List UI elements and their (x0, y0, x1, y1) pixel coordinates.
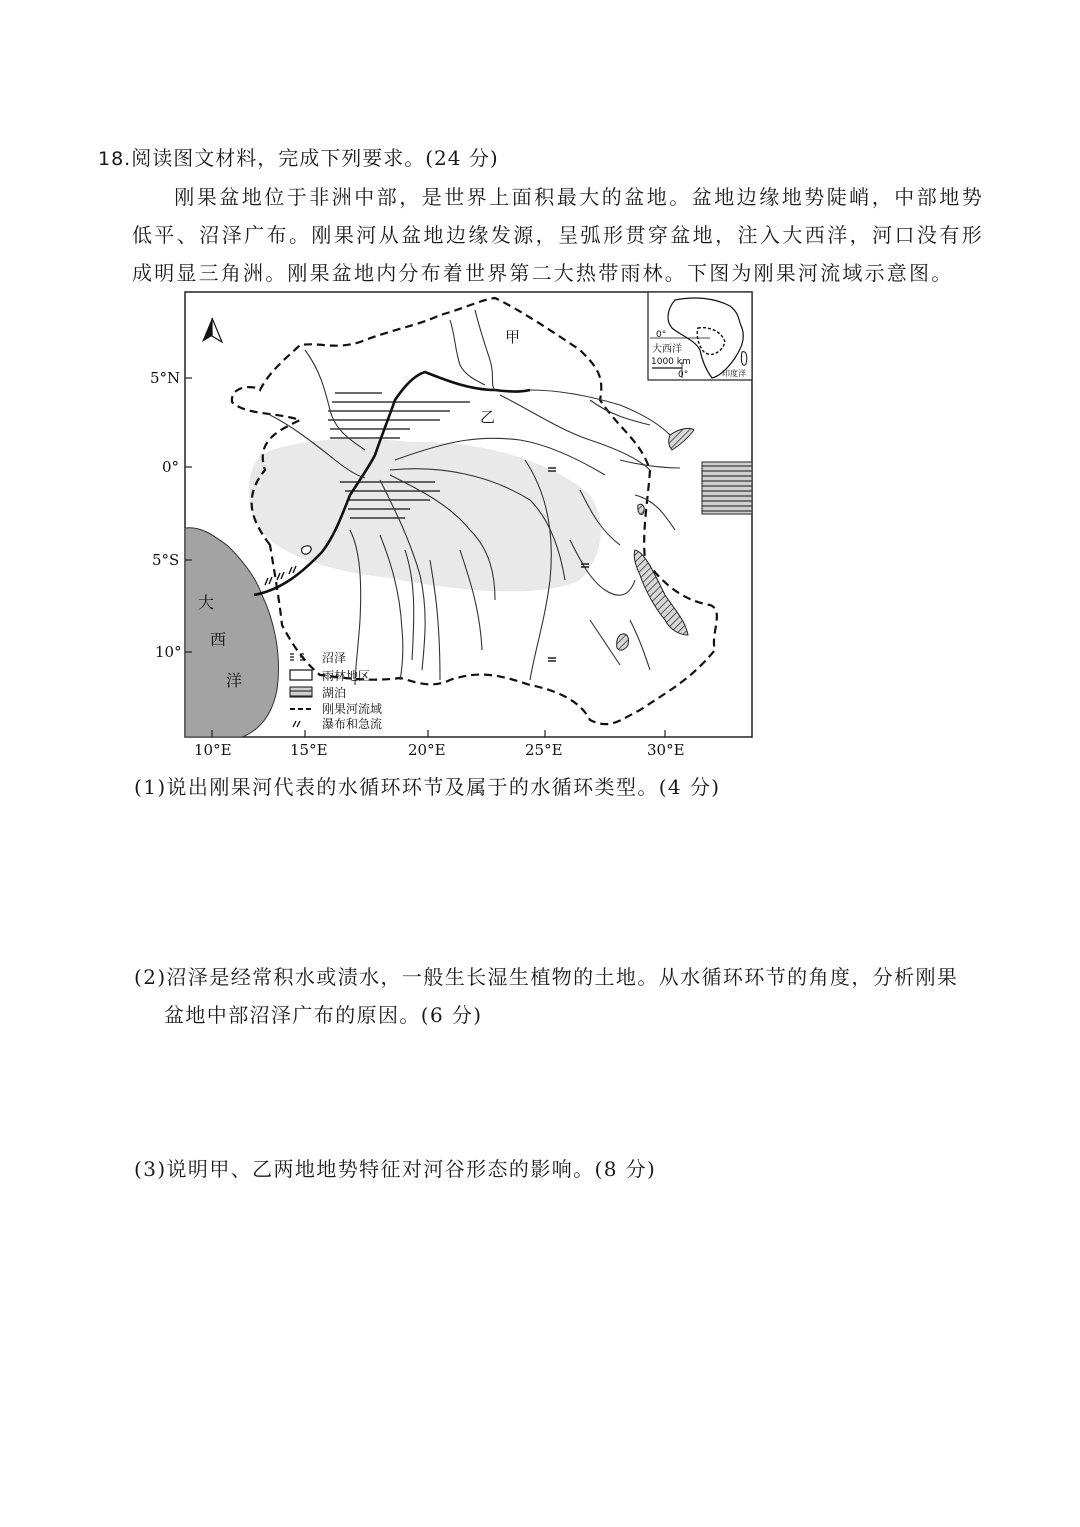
question-number: 18. (98, 148, 132, 170)
lat-label-5n: 5°N (150, 369, 181, 387)
ocean-label-1: 大 (198, 593, 215, 612)
sub-question-2-text-line1: 沼泽是经常积水或渍水，一般生长湿生植物的土地。从水循环环节的角度，分析刚果 (166, 965, 959, 989)
question-title (98, 142, 499, 171)
label-jia: 甲 (505, 328, 521, 346)
sub-question-2-text-line2: 盆地中部沼泽广布的原因。(6 分) (164, 1003, 483, 1027)
inset-equator-label: 0° (656, 330, 667, 340)
sub-question-1-label: (1) (134, 775, 167, 799)
lon-label-10e: 10°E (194, 741, 232, 759)
lat-label-5s: 5°S (152, 551, 180, 569)
congo-basin-map (150, 290, 760, 762)
lat-label-0: 0° (162, 458, 180, 476)
lake-victoria (702, 462, 752, 514)
ocean-label-2: 西 (210, 630, 227, 649)
pool-malebo (302, 546, 312, 554)
inset-scale-label: 1000 km (651, 357, 691, 367)
inset-atlantic-label: 大西洋 (652, 344, 682, 355)
sub-question-3 (134, 1150, 656, 1188)
label-yi: 乙 (480, 408, 496, 426)
legend-swamp-label: 沼泽 (322, 651, 347, 665)
legend-basin-label: 刚果河流域 (322, 702, 383, 716)
lon-label-25e: 25°E (525, 741, 563, 759)
inset-meridian-label: 0° (678, 370, 689, 380)
legend-lake-label: 湖泊 (322, 686, 347, 700)
inset-indian-label: 印度洋 (722, 369, 746, 378)
legend-falls-label: 瀑布和急流 (322, 717, 383, 731)
sub-question-2 (134, 958, 994, 1034)
question-paragraph (132, 178, 984, 292)
question-title-text: 阅读图文材料，完成下列要求。(24 分) (131, 146, 499, 170)
sub-question-1-text: 说出刚果河代表的水循环环节及属于的水循环类型。(4 分) (166, 775, 721, 799)
sub-question-1 (134, 768, 720, 806)
lon-label-30e: 30°E (647, 741, 685, 759)
lon-label-15e: 15°E (290, 741, 328, 759)
ocean-label-3: 洋 (226, 671, 243, 690)
lon-label-20e: 20°E (408, 741, 446, 759)
legend-rainforest-label: 雨林地区 (322, 669, 371, 683)
lat-label-10: 10° (155, 643, 182, 661)
sub-question-3-text: 说明甲、乙两地地势特征对河谷形态的影响。(8 分) (166, 1157, 657, 1181)
sub-question-2-label: (2) (134, 965, 167, 989)
sub-question-3-label: (3) (134, 1157, 167, 1181)
paragraph-text: 刚果盆地位于非洲中部，是世界上面积最大的盆地。盆地边缘地势陡峭，中部地势低平、沼泽广布。刚果河从盆地边缘发源，呈弧形贯穿盆地，注入大西洋，河口没有形成明显三角洲。刚果盆地内分布着世界第二大热带雨林。下图为刚果河流域示意图。 (132, 185, 984, 285)
